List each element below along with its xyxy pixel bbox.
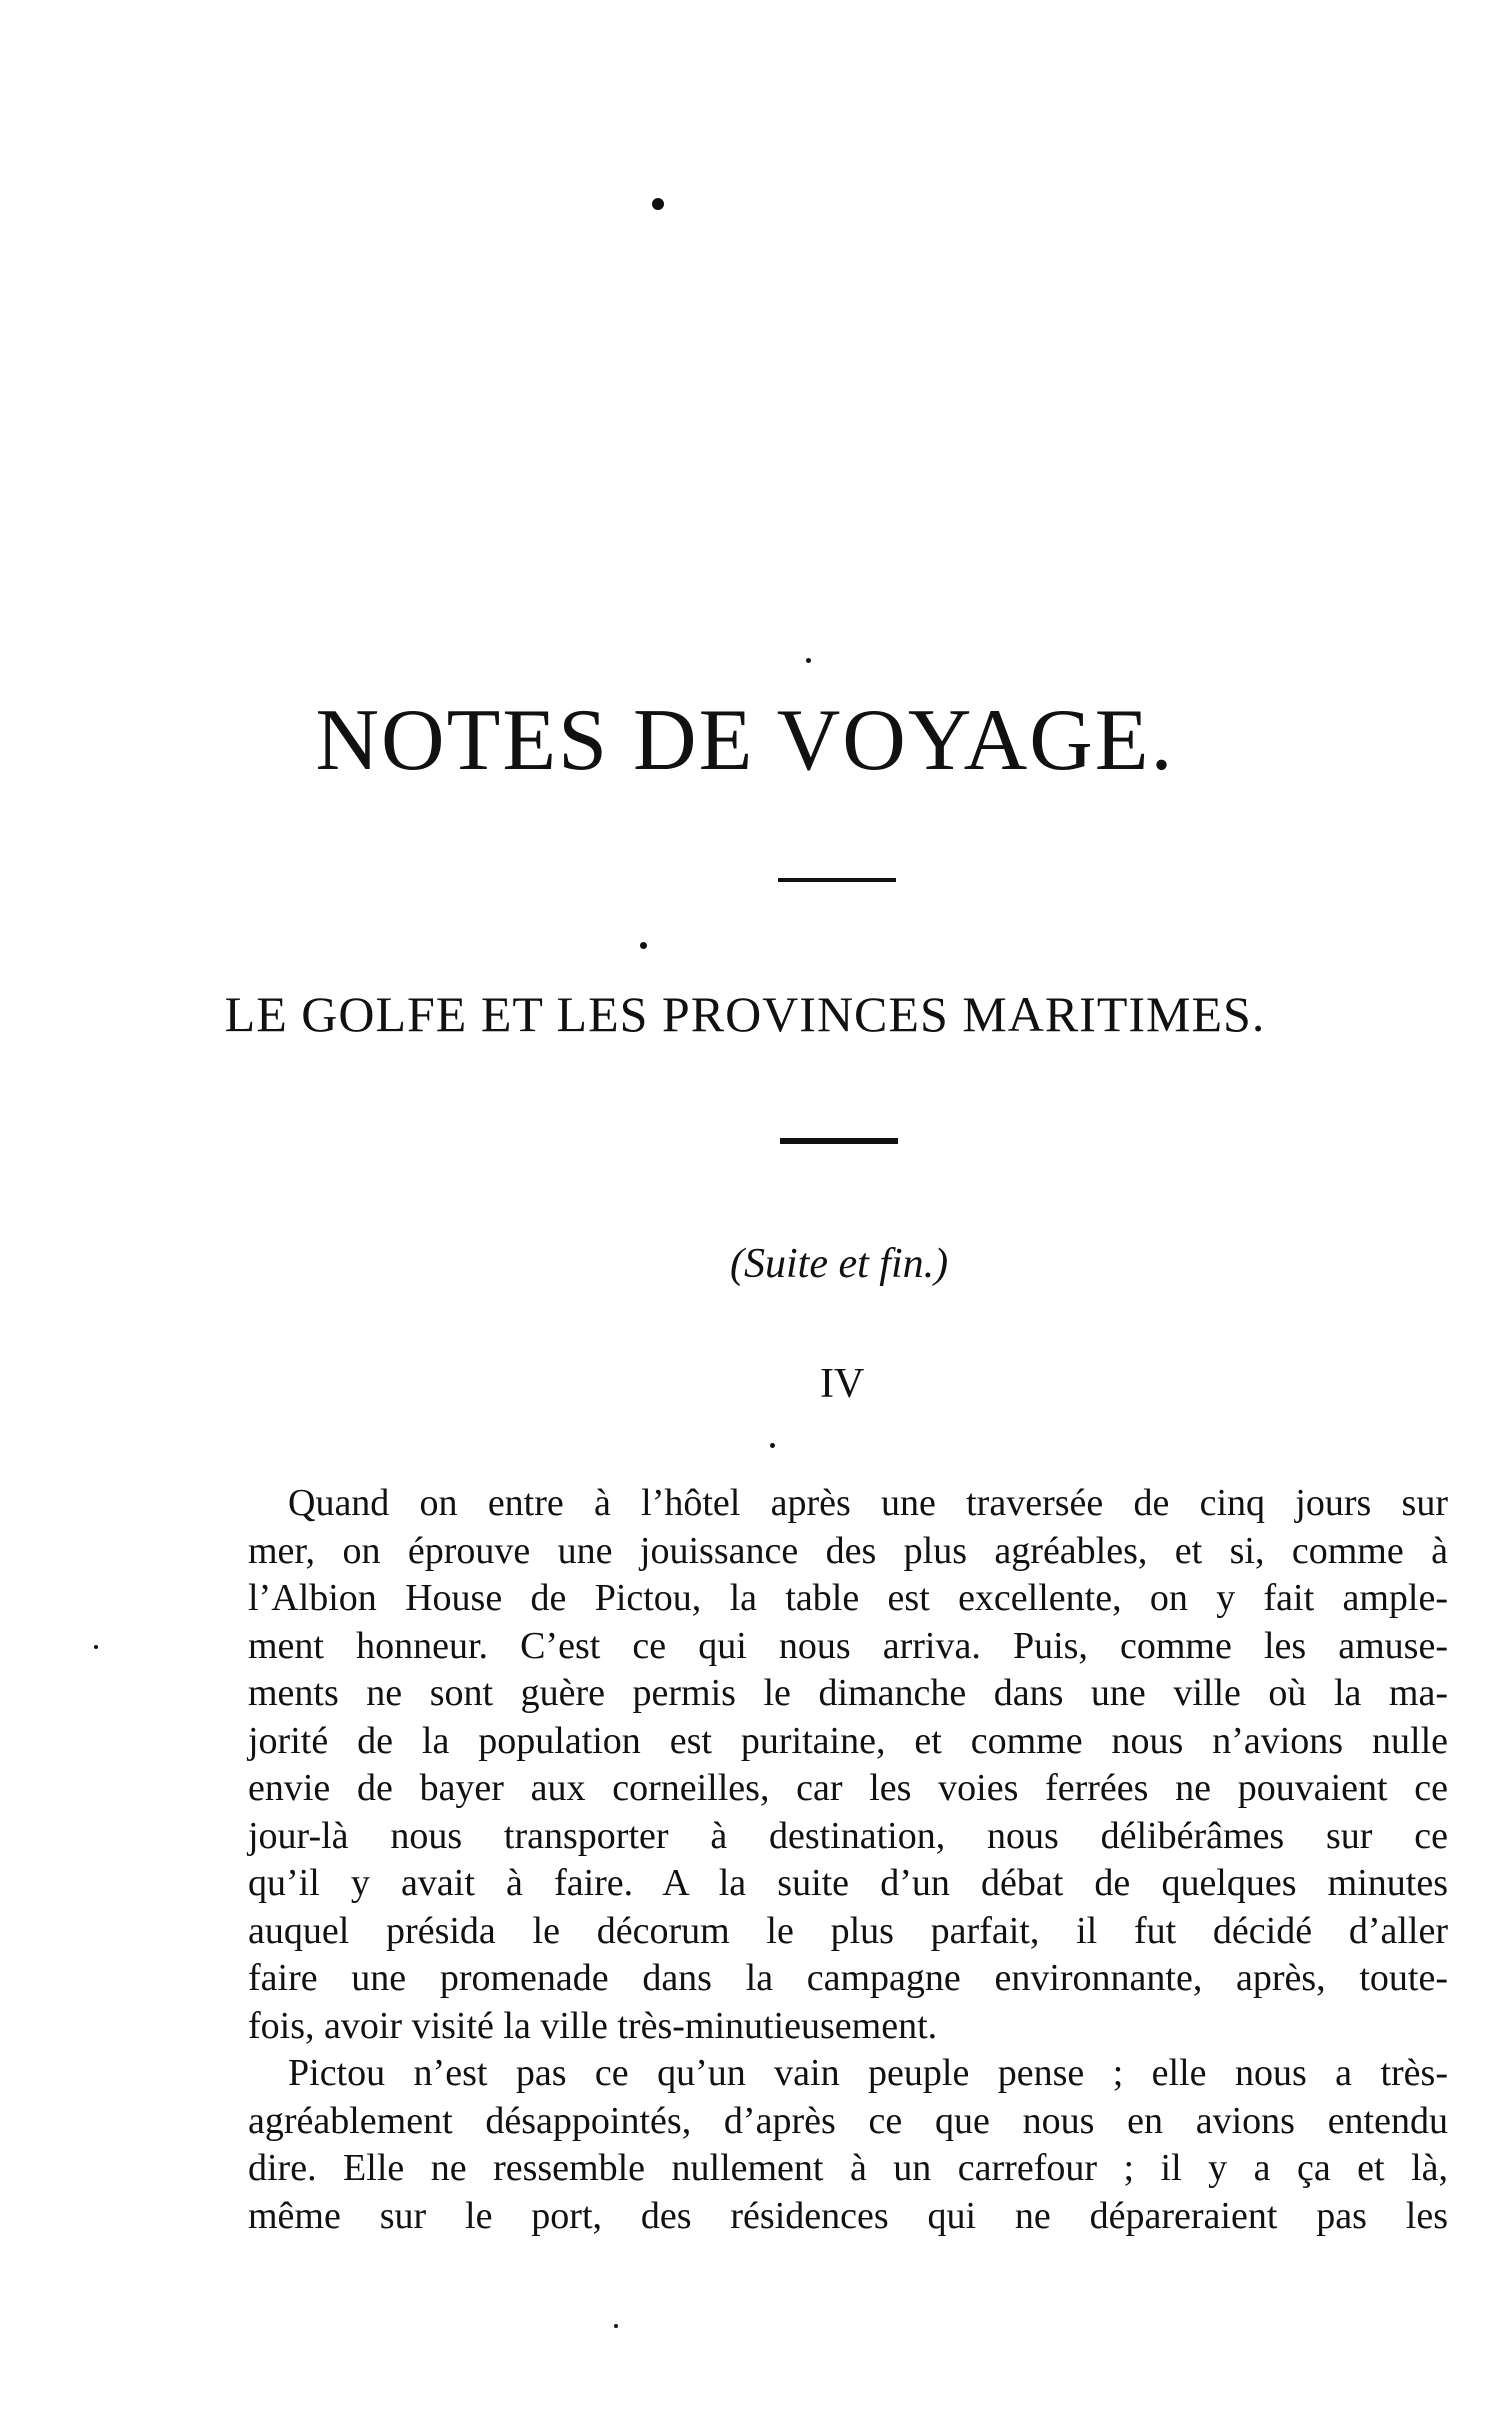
text-line: qu’il y avait à faire. A la suite d’un débat de quelques minutes [248,1862,1448,1904]
ink-speck [614,2324,618,2328]
text-line: Quand on entre à l’hôtel après une traversée de cinq jours sur [288,1482,1448,1524]
text-line: dire. Elle ne ressemble nullement à un carrefour ; il y a ça et là, [248,2147,1448,2189]
text-line: fois, avoir visité la ville très-minutieusement. [248,2004,938,2047]
text-line: même sur le port, des résidences qui ne dépareraient pas les [248,2194,1448,2237]
ink-speck [94,1645,98,1649]
chapter-number: IV [820,1361,865,1407]
text-line: agréablement désappointés, d’après ce que nous en avions entendu [248,2099,1448,2142]
text-line: jour-là nous transporter à destination, nous délibérâmes sur ce [248,1814,1448,1857]
title-divider [778,878,896,882]
text-line: envie de bayer aux corneilles, car les voies ferrées ne pouvaient ce [248,1767,1448,1809]
ink-speck [806,658,811,663]
text-line: l’Albion House de Pictou, la table est excellente, on y fait ample- [248,1577,1448,1619]
ink-speck [770,1443,775,1448]
text-line: faire une promenade dans la campagne environnante, après, toute- [248,1957,1448,1999]
text-line: mer, on éprouve une jouissance des plus agréables, et si, comme à [248,1529,1448,1572]
text-line: ment honneur. C’est ce qui nous arriva. Puis, comme les amuse- [248,1624,1448,1667]
text-line: Pictou n’est pas ce qu’un vain peuple pense ; elle nous a très- [288,2052,1448,2094]
body-text [248,1480,1448,2240]
page-subtitle: LE GOLFE ET LES PROVINCES MARITIMES. [224,986,1266,1042]
text-line: auquel présida le décorum le plus parfait, il fut décidé d’aller [248,1909,1448,1952]
page-title: NOTES DE VOYAGE. [315,692,1175,789]
ink-speck [652,198,664,210]
ink-speck [640,942,647,949]
continuation-note: (Suite et fin.) [730,1241,949,1287]
text-line: jorité de la population est puritaine, et comme nous n’avions nulle [248,1719,1448,1762]
subtitle-divider [780,1138,898,1144]
text-line: ments ne sont guère permis le dimanche dans une ville où la ma- [248,1672,1448,1714]
